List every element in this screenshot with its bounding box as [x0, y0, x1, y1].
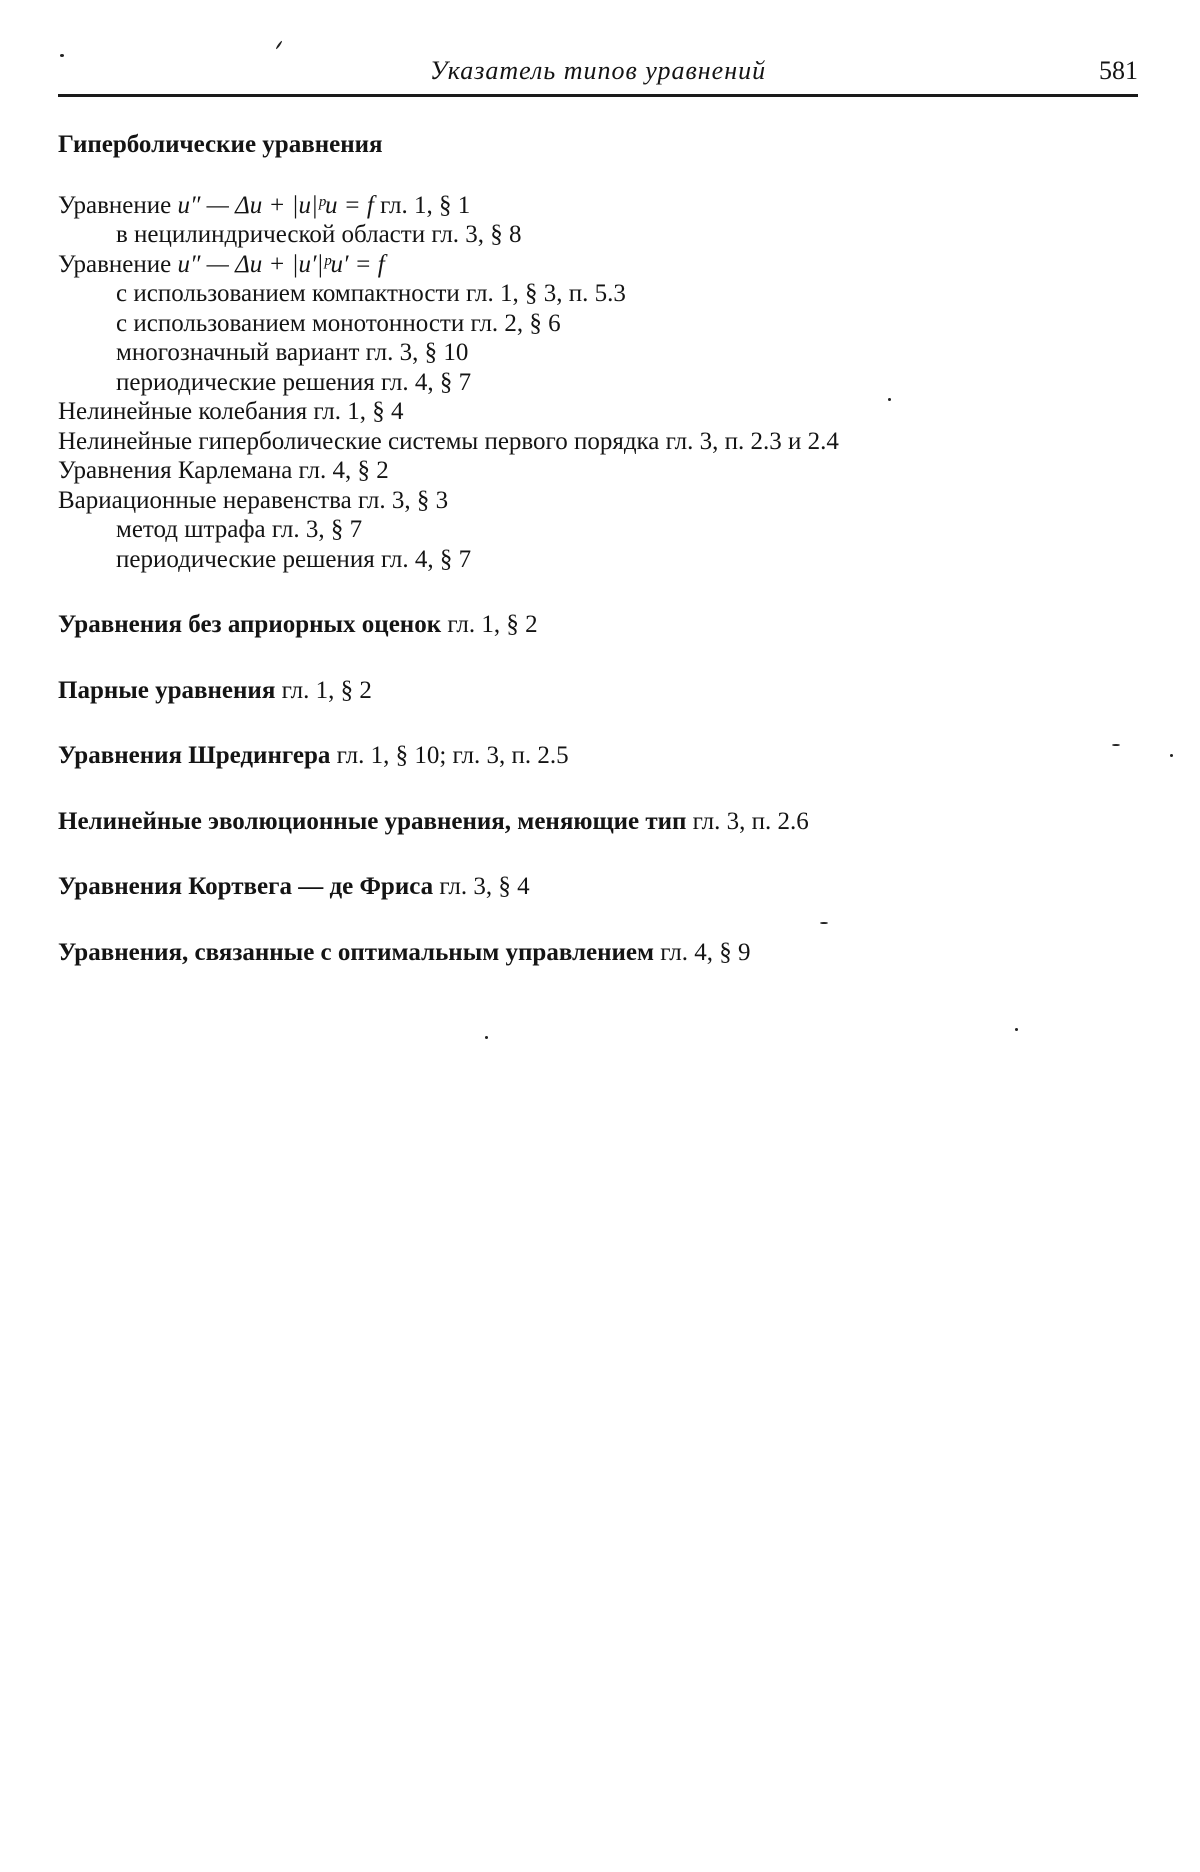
index-entry — [58, 938, 1138, 968]
scan-speck — [1015, 1028, 1018, 1031]
entry-prefix: Уравнение — [58, 191, 178, 219]
index-entry — [58, 872, 1138, 902]
entry-reference: гл. 1, § 2 — [275, 676, 372, 704]
equation-formula: u″ — Δu + |u|ᵖu = f — [177, 191, 374, 219]
entry-reference: гл. 1, § 10; гл. 3, п. 2.5 — [330, 742, 569, 769]
page-number: 581 — [1099, 56, 1138, 85]
entry-title: Уравнения Кортвега — де Фриса — [58, 873, 434, 900]
entry-reference: гл. 1, § 1 — [373, 191, 471, 219]
entry-reference: гл. 1, § 2 — [441, 611, 538, 638]
entry-reference: гл. 3, п. 2.6 — [686, 807, 809, 835]
index-subentry: с использованием компактности гл. 1, § 3, п. 5.3 — [116, 280, 626, 307]
entry-title: Парные уравнения — [58, 676, 276, 704]
running-title: Указатель типов уравнений — [429, 56, 767, 85]
index-entry-equation-1 — [58, 191, 1138, 221]
index-subentry: периодические решения гл. 4, § 7 — [116, 368, 472, 396]
scan-speck — [1170, 754, 1173, 757]
index-subentry: метод штрафа гл. 3, § 7 — [116, 516, 363, 543]
index-entry: Нелинейные колебания гл. 1, § 4 — [58, 398, 404, 425]
entry-title: Уравнения без априорных оценок — [58, 611, 442, 638]
index-content — [58, 130, 1138, 967]
section-heading: Гиперболические уравнения — [58, 131, 383, 158]
running-header — [58, 48, 1138, 97]
entry-prefix: Уравнение — [58, 250, 178, 278]
index-entry: Нелинейные гиперболические системы первого порядка гл. 3, п. 2.3 и 2.4 — [58, 427, 839, 455]
index-entry — [58, 676, 1138, 706]
entry-title: Уравнения Шредингера — [58, 742, 331, 769]
index-entry — [58, 741, 1138, 771]
entry-reference: гл. 3, § 4 — [433, 873, 530, 900]
index-entry: Вариационные неравенства гл. 3, § 3 — [58, 486, 449, 514]
entry-reference: гл. 4, § 9 — [654, 938, 751, 966]
index-entry: Уравнения Карлемана гл. 4, § 2 — [58, 457, 389, 484]
index-subentry: периодические решения гл. 4, § 7 — [116, 545, 472, 573]
scan-speck — [485, 1036, 488, 1039]
index-entry — [58, 610, 1138, 640]
equation-formula: u″ — Δu + |u′|ᵖu′ = f — [177, 250, 385, 278]
index-subentry: многозначный вариант гл. 3, § 10 — [116, 339, 469, 366]
index-subentry: в нецилиндрической области гл. 3, § 8 — [116, 221, 522, 248]
index-subentry: с использованием монотонности гл. 2, § 6 — [116, 309, 561, 337]
entry-title: Нелинейные эволюционные уравнения, меняющие тип — [58, 807, 687, 835]
entry-title: Уравнения, связанные с оптимальным управлением — [58, 938, 655, 966]
index-entry-equation-2 — [58, 250, 1138, 280]
index-entry — [58, 807, 1138, 837]
